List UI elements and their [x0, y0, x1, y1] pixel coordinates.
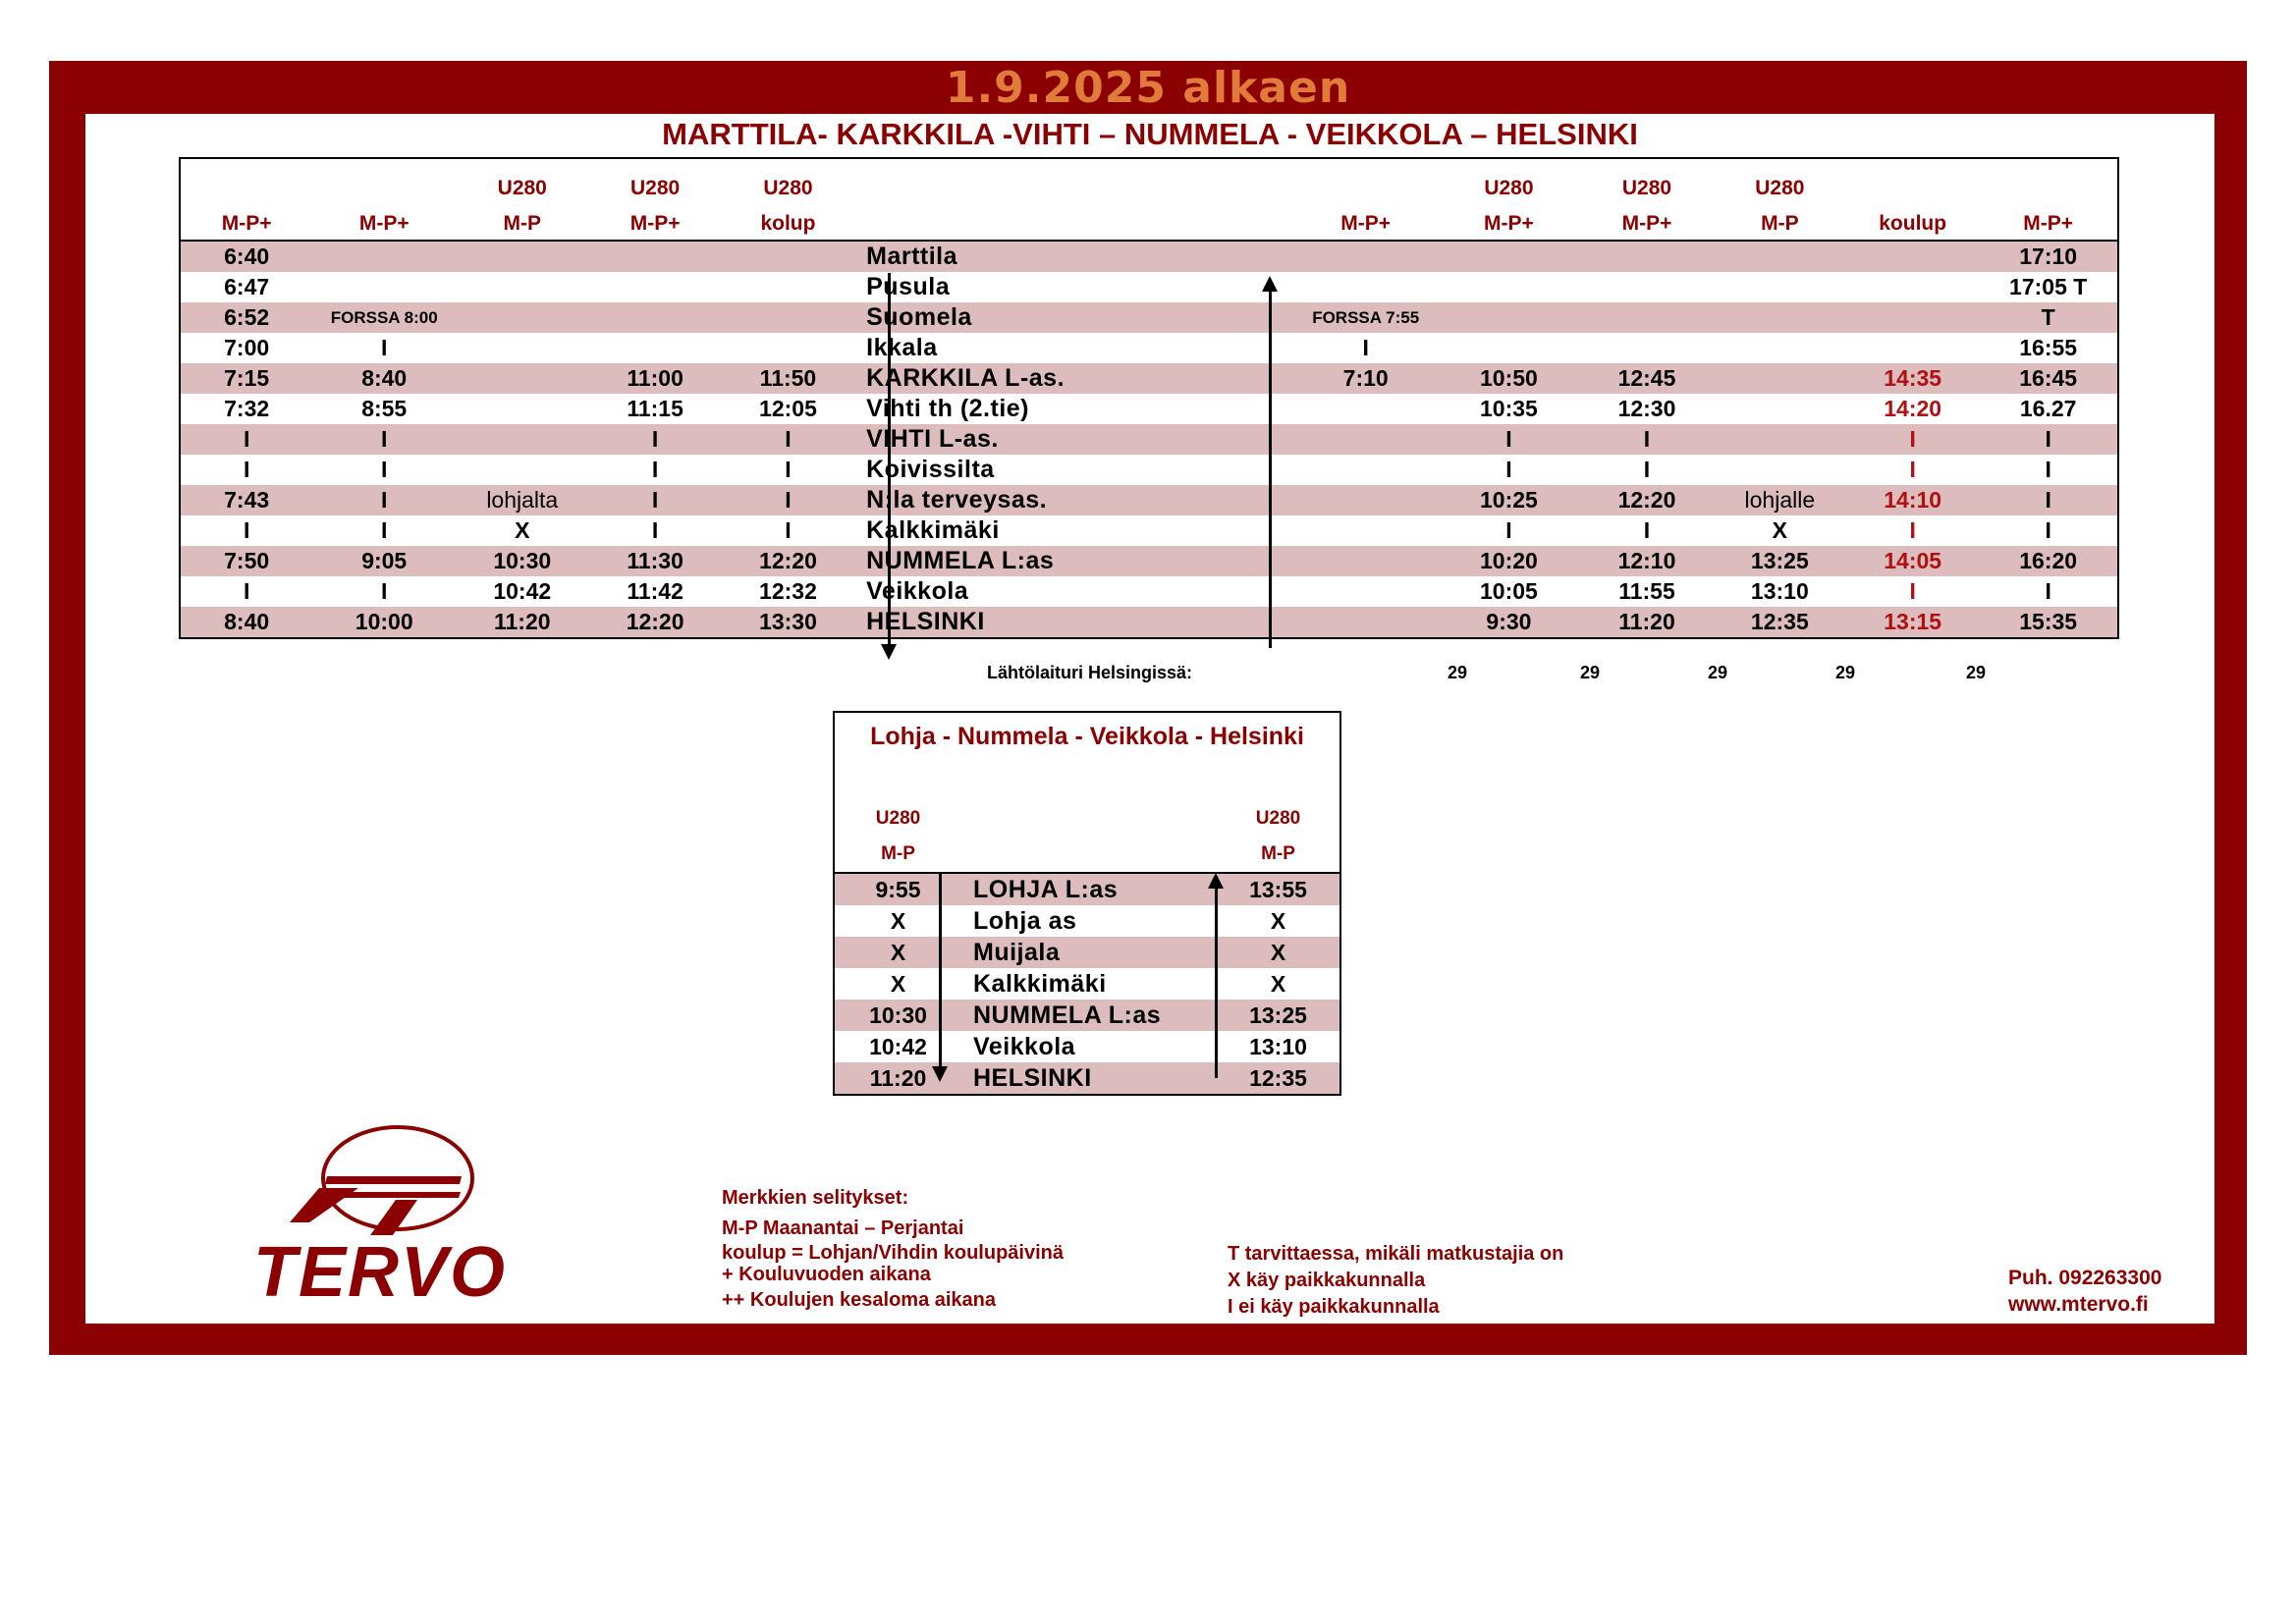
- time-cell: X: [1270, 970, 1286, 997]
- time-cell: [1294, 455, 1438, 485]
- time-cell: I: [1909, 517, 1916, 543]
- time-cell: 13:25: [1714, 546, 1846, 576]
- legend-title: Merkkien selitykset:: [722, 1187, 909, 1209]
- time-cell: 16.27: [2019, 396, 2077, 421]
- time-cell: X: [1217, 937, 1340, 968]
- lohja-header-blank: [961, 801, 1217, 837]
- time-cell: [1714, 394, 1846, 424]
- timetable-row: [180, 455, 2118, 485]
- stop-name: NUMMELA L:as: [961, 1000, 1217, 1031]
- stop-name: VIHTI L-as.: [854, 424, 1294, 455]
- header-cell: U280: [763, 177, 813, 199]
- header-cell: M-P+: [1580, 200, 1713, 241]
- header-cell: M-P+: [180, 200, 312, 241]
- time-cell: 13:30: [722, 607, 854, 638]
- time-cell: [456, 455, 588, 485]
- header-cell: U280: [630, 177, 681, 199]
- time-cell: X: [515, 517, 530, 543]
- header-row: [180, 158, 2118, 200]
- time-cell: [456, 272, 588, 302]
- time-cell: [588, 272, 721, 302]
- stop-name: Koivissilta: [866, 456, 995, 483]
- main-timetable: [179, 157, 2119, 639]
- time-cell: I: [180, 424, 312, 455]
- stop-name: Marttila: [854, 241, 1294, 272]
- legend-item: X käy paikkakunnalla: [1228, 1270, 1426, 1291]
- legend-right: [1228, 1241, 1563, 1321]
- legend-left: [722, 1185, 1064, 1315]
- time-cell: [1294, 546, 1438, 576]
- stop-name: HELSINKI: [854, 607, 1294, 638]
- time-cell: X: [890, 907, 906, 934]
- time-cell: 10:30: [456, 546, 588, 576]
- time-cell: [1714, 272, 1846, 302]
- time-cell: I: [785, 517, 792, 543]
- time-cell: 11:20: [834, 1062, 961, 1095]
- time-cell: I: [312, 424, 456, 455]
- time-cell: 16:45: [1979, 363, 2118, 394]
- time-cell: I: [651, 457, 659, 482]
- time-cell: 7:10: [1294, 363, 1438, 394]
- stop-name: Veikkola: [866, 577, 969, 605]
- header-cell: M-P+: [1438, 200, 1581, 241]
- header-cell: koulup: [1846, 200, 1979, 241]
- time-cell: [722, 302, 854, 333]
- header-cell: [180, 158, 312, 200]
- time-cell: I: [1643, 457, 1651, 482]
- time-cell: [1294, 515, 1438, 546]
- time-cell: X: [890, 970, 906, 997]
- header-cell: M-P+: [312, 200, 456, 241]
- timetable-row: [180, 302, 2118, 333]
- time-cell: 12:10: [1580, 546, 1713, 576]
- lohja-up-arrow-head: [1208, 873, 1224, 889]
- time-cell: 17:05 T: [2009, 274, 2088, 299]
- time-cell: [456, 241, 588, 272]
- stop-name: Pusula: [866, 273, 951, 300]
- time-cell: T: [1979, 302, 2118, 333]
- time-cell: FORSSA 8:00: [312, 302, 456, 333]
- website-link[interactable]: www.mtervo.fi: [2008, 1293, 2149, 1316]
- time-cell: 6:52: [180, 302, 312, 333]
- time-cell: [588, 241, 721, 272]
- stop-name: Kalkkimäki: [973, 969, 1107, 998]
- time-cell: [1846, 333, 1979, 363]
- time-cell: 10:42: [493, 578, 552, 604]
- time-cell: [312, 272, 456, 302]
- time-cell: 8:40: [312, 363, 456, 394]
- time-cell: 13:55: [1217, 873, 1340, 905]
- time-cell: I: [2045, 517, 2051, 543]
- time-cell: X: [1270, 907, 1286, 934]
- header-cell: M-P+: [588, 200, 721, 241]
- time-cell: 12:20: [1580, 485, 1713, 515]
- legend-item: I ei käy paikkakunnalla: [1228, 1296, 1440, 1318]
- legend-item: + Kouluvuoden aikana: [722, 1264, 931, 1285]
- time-cell: [1846, 272, 1979, 302]
- timetable-row: [180, 394, 2118, 424]
- header-cell: [854, 200, 1294, 241]
- time-cell: I: [2045, 578, 2051, 604]
- route-title: MARTTILA- KARKKILA -VIHTI – NUMMELA - VEIKKOLA – HELSINKI: [662, 117, 1638, 151]
- timetable-row: [180, 515, 2118, 546]
- platform-number: 29: [1707, 663, 1728, 682]
- lohja-header-service: U280: [875, 808, 921, 829]
- platform-number: 29: [1965, 663, 1987, 682]
- time-cell: 11:00: [588, 363, 721, 394]
- time-cell: 7:32: [224, 396, 270, 421]
- legend-item: T tarvittaessa, mikäli matkustajia on: [1228, 1243, 1564, 1265]
- time-cell: I: [651, 517, 659, 543]
- header-cell: kolup: [722, 200, 854, 241]
- time-cell: 11:15: [627, 396, 683, 421]
- platform-label: Lähtölaituri Helsingissä:: [987, 663, 1193, 682]
- stop-name: Lohja as: [973, 906, 1077, 935]
- time-cell: [1294, 607, 1438, 638]
- time-cell: I: [381, 578, 388, 604]
- time-cell: 11:20: [1580, 607, 1713, 638]
- header-cell: U280: [497, 177, 547, 199]
- time-cell: 9:05: [312, 546, 456, 576]
- timetable-row: [834, 905, 1340, 937]
- time-cell: [1714, 302, 1846, 333]
- time-cell: 11:55: [1618, 578, 1675, 604]
- lohja-down-arrow-line: [939, 872, 942, 1068]
- time-cell: [456, 333, 588, 363]
- stop-name: Suomela: [854, 302, 1294, 333]
- time-cell: 11:20: [456, 607, 588, 638]
- lohja-down-arrow-head: [932, 1066, 948, 1082]
- timetable-row: [180, 485, 2118, 515]
- time-cell: 12:32: [759, 578, 817, 604]
- platform-number: 29: [1834, 663, 1856, 682]
- time-cell: 13:25: [1217, 1000, 1340, 1031]
- lohja-header-blank: [961, 837, 1217, 873]
- up-arrow-head: [1262, 276, 1278, 292]
- timetable-row: [834, 1062, 1340, 1095]
- header-row: [180, 200, 2118, 241]
- time-cell: 13:15: [1846, 607, 1979, 638]
- time-cell: [1580, 302, 1713, 333]
- time-cell: I: [243, 578, 250, 604]
- time-cell: 14:20: [1884, 396, 1942, 421]
- header-cell: M-P+: [1979, 200, 2118, 241]
- time-cell: 11:42: [627, 578, 683, 604]
- timetable-row: [180, 607, 2118, 638]
- time-cell: 16:55: [2019, 335, 2078, 360]
- time-cell: I: [1643, 517, 1651, 543]
- lohja-timetable: [833, 711, 1341, 1096]
- logo-wordmark: TERVO: [253, 1233, 508, 1312]
- stop-name: NUMMELA L:as: [854, 546, 1294, 576]
- timetable-row: [834, 968, 1340, 1000]
- time-cell: 14:10: [1846, 485, 1979, 515]
- time-cell: I: [785, 457, 792, 482]
- timetable-row: [180, 272, 2118, 302]
- time-cell: [1438, 333, 1581, 363]
- header-cell: [854, 158, 1294, 200]
- header-cell: [1846, 158, 1979, 200]
- time-cell: [588, 302, 721, 333]
- header-cell: [312, 158, 456, 200]
- time-cell: I: [381, 335, 388, 360]
- time-cell: 14:05: [1846, 546, 1979, 576]
- time-cell: 10:50: [1438, 363, 1581, 394]
- time-cell: [722, 272, 854, 302]
- time-cell: I: [1846, 424, 1979, 455]
- time-cell: I: [312, 485, 456, 515]
- time-cell: [1438, 302, 1581, 333]
- stop-name: Vihti th (2.tie): [866, 395, 1029, 422]
- timetable-row: [180, 363, 2118, 394]
- time-cell: lohjalle: [1714, 485, 1846, 515]
- header-cell: U280: [1484, 177, 1534, 199]
- lohja-header-days: M-P: [834, 837, 961, 873]
- time-cell: [722, 241, 854, 272]
- time-cell: I: [1909, 578, 1916, 604]
- time-cell: 11:50: [722, 363, 854, 394]
- time-cell: 6:40: [180, 241, 312, 272]
- time-cell: [312, 241, 456, 272]
- header-cell: U280: [1755, 177, 1805, 199]
- time-cell: 17:10: [1979, 241, 2118, 272]
- time-cell: [1438, 272, 1581, 302]
- time-cell: I: [243, 517, 250, 543]
- time-cell: [1294, 424, 1438, 455]
- header-cell: M-P: [1714, 200, 1846, 241]
- time-cell: I: [588, 424, 721, 455]
- time-cell: I: [588, 485, 721, 515]
- header-cell: [1294, 158, 1438, 200]
- timetable-row: [180, 424, 2118, 455]
- time-cell: [1294, 272, 1438, 302]
- time-cell: [1580, 333, 1713, 363]
- legend-item: M-P Maanantai – Perjantai: [722, 1217, 964, 1239]
- stop-name: Muijala: [961, 937, 1217, 968]
- time-cell: 15:35: [1979, 607, 2118, 638]
- time-cell: 12:30: [1617, 396, 1676, 421]
- time-cell: I: [243, 457, 250, 482]
- header-cell: U280: [1621, 177, 1672, 199]
- down-arrow-head: [881, 644, 897, 660]
- header-cell: M-P: [456, 200, 588, 241]
- time-cell: [1294, 241, 1438, 272]
- time-cell: [1714, 363, 1846, 394]
- time-cell: 10:00: [312, 607, 456, 638]
- time-cell: 12:35: [1217, 1062, 1340, 1095]
- time-cell: I: [381, 457, 388, 482]
- time-cell: I: [1979, 485, 2118, 515]
- stop-name: HELSINKI: [961, 1062, 1217, 1095]
- time-cell: 7:15: [180, 363, 312, 394]
- time-cell: [1846, 241, 1979, 272]
- time-cell: X: [1772, 517, 1787, 543]
- time-cell: I: [1580, 424, 1713, 455]
- time-cell: [588, 333, 721, 363]
- time-cell: [1580, 241, 1713, 272]
- time-cell: [1294, 485, 1438, 515]
- stop-name: LOHJA L:as: [961, 873, 1217, 905]
- time-cell: 13:10: [1750, 578, 1809, 604]
- time-cell: [1714, 455, 1846, 485]
- platform-number: 29: [1579, 663, 1601, 682]
- time-cell: FORSSA 7:55: [1294, 302, 1438, 333]
- stop-name: KARKKILA L-as.: [854, 363, 1294, 394]
- time-cell: 7:50: [180, 546, 312, 576]
- time-cell: [1438, 241, 1581, 272]
- time-cell: I: [2045, 457, 2051, 482]
- time-cell: I: [1909, 457, 1916, 482]
- timetable-row: [180, 241, 2118, 272]
- time-cell: 14:35: [1846, 363, 1979, 394]
- valid-from-banner: 1.9.2025 alkaen: [945, 63, 1351, 113]
- time-cell: 9:55: [834, 873, 961, 905]
- time-cell: 10:30: [834, 1000, 961, 1031]
- time-cell: lohjalta: [456, 485, 588, 515]
- down-arrow-line: [888, 273, 891, 646]
- time-cell: I: [722, 485, 854, 515]
- lohja-header-service: U280: [1255, 808, 1301, 829]
- lohja-title: Lohja - Nummela - Veikkola - Helsinki: [870, 723, 1304, 750]
- timetable-row: [834, 1000, 1340, 1031]
- time-cell: [1580, 272, 1713, 302]
- time-cell: 12:20: [722, 546, 854, 576]
- legend-item: koulup = Lohjan/Vihdin koulupäivinä: [722, 1242, 1064, 1264]
- time-cell: [1714, 424, 1846, 455]
- time-cell: [1714, 241, 1846, 272]
- time-cell: 6:47: [224, 274, 270, 299]
- time-cell: 12:45: [1580, 363, 1713, 394]
- time-cell: I: [1505, 457, 1512, 482]
- legend-item: ++ Koulujen kesaloma aikana: [722, 1289, 997, 1311]
- header-cell: M-P+: [1294, 200, 1438, 241]
- time-cell: [456, 394, 588, 424]
- time-cell: I: [381, 517, 388, 543]
- timetable-row: [180, 333, 2118, 363]
- time-cell: [722, 333, 854, 363]
- time-cell: 11:30: [588, 546, 721, 576]
- time-cell: 8:55: [361, 396, 408, 421]
- time-cell: 9:30: [1438, 607, 1581, 638]
- time-cell: [1294, 576, 1438, 607]
- time-cell: [456, 302, 588, 333]
- contact-info: [2008, 1265, 2161, 1318]
- time-cell: 7:00: [224, 335, 270, 360]
- time-cell: [1714, 333, 1846, 363]
- time-cell: [1294, 394, 1438, 424]
- time-cell: I: [1362, 335, 1369, 360]
- time-cell: 10:05: [1480, 578, 1538, 604]
- time-cell: I: [1505, 517, 1512, 543]
- time-cell: [456, 363, 588, 394]
- header-cell: [1979, 158, 2118, 200]
- platform-number: 29: [1447, 663, 1468, 682]
- stop-name: Ikkala: [866, 334, 938, 361]
- time-cell: [1846, 302, 1979, 333]
- stop-name: Veikkola: [973, 1032, 1076, 1060]
- timetable-row: [180, 546, 2118, 576]
- time-cell: I: [1979, 424, 2118, 455]
- time-cell: 10:20: [1438, 546, 1581, 576]
- phone-number: Puh. 092263300: [2008, 1267, 2162, 1289]
- time-cell: 7:43: [180, 485, 312, 515]
- time-cell: 16:20: [1979, 546, 2118, 576]
- time-cell: X: [834, 937, 961, 968]
- timetable-row: [834, 873, 1340, 905]
- time-cell: [456, 424, 588, 455]
- time-cell: 8:40: [180, 607, 312, 638]
- time-cell: 13:10: [1249, 1033, 1307, 1059]
- up-arrow-line: [1269, 291, 1272, 648]
- time-cell: 12:35: [1714, 607, 1846, 638]
- time-cell: 12:20: [588, 607, 721, 638]
- time-cell: 12:05: [759, 396, 817, 421]
- stop-name: Kalkkimäki: [866, 516, 1000, 544]
- time-cell: 10:35: [1480, 396, 1538, 421]
- stop-name: N:la terveysas.: [854, 485, 1294, 515]
- time-cell: I: [722, 424, 854, 455]
- time-cell: 10:25: [1438, 485, 1581, 515]
- time-cell: I: [1438, 424, 1581, 455]
- lohja-up-arrow-line: [1215, 889, 1218, 1078]
- timetable-row: [834, 937, 1340, 968]
- lohja-header-days: M-P: [1217, 837, 1340, 873]
- timetable-row: [834, 1031, 1340, 1062]
- time-cell: 10:42: [869, 1033, 927, 1059]
- timetable-row: [180, 576, 2118, 607]
